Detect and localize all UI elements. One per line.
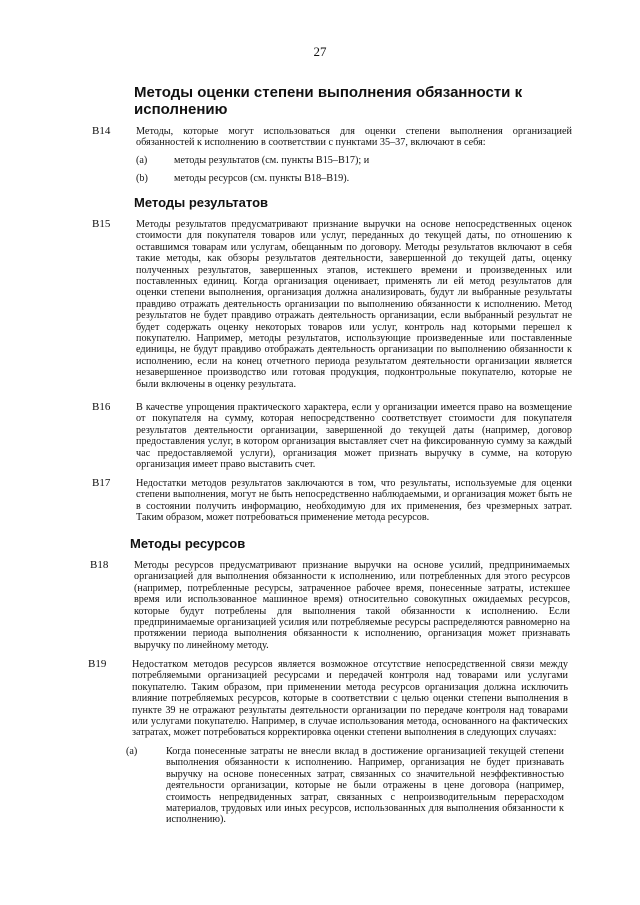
paragraph-b16 xyxy=(92,402,572,472)
list-item xyxy=(136,173,566,185)
paragraph-text: В качестве упрощения практического характера, если у организации имеется право на возмещение от покупателя на сумму, которая непосредственно соответствует стоимости для покупателя результатов деятельности организации, завершенной до текущей даты (например, договор предоставления услуг, в котором организация выставляет счет на фиксированную сумму за каждый час предоставляемой услуги), организация может признать выручку в сумме, на которую организация имеет право выставить счет. xyxy=(136,402,572,471)
paragraph-number: B16 xyxy=(92,401,111,413)
list-label: (b) xyxy=(136,173,148,184)
list-item xyxy=(126,746,566,838)
paragraph-number: B18 xyxy=(90,559,109,571)
paragraph-number: B17 xyxy=(92,477,111,489)
paragraph-text: Методы, которые могут использоваться для оценки степени выполнения организацией обязанностей к исполнению в соответствии с пунктами 35–37, включают в себя: xyxy=(136,126,572,149)
list-text: методы ресурсов (см. пункты B18–B19). xyxy=(174,173,350,184)
list-text: методы результатов (см. пункты B15–B17); и xyxy=(174,155,370,166)
list-item xyxy=(136,155,566,167)
paragraph-number: B19 xyxy=(88,658,107,670)
paragraph-b19 xyxy=(88,659,568,739)
page-number: 27 xyxy=(313,44,327,59)
paragraph-text: Недостатки методов результатов заключаются в том, что результаты, используемые для оценки степени выполнения, могут не быть непосредственно наблюдаемыми, и организация может быть не в состоянии получить информацию, необходимую для их применения, без чрезмерных затрат. Таким образом, может потребоваться применение метода ресурсов. xyxy=(136,478,572,524)
paragraph-text: Методы ресурсов предусматривают признание выручки на основе усилий, предпринимаемых организацией для выполнения обязанности к исполнению, или потребленных для этого ресурсов (например, потребленные ресурсы, затраченное рабочее время, понесенные затраты, истекшее время или использованное машинное время) относительно совокупных ожидаемых ресурсов, которые будут потреблены для выполнения такой обязанности к исполнению. Если предпринимаемые организацией усилия или потребляемые ресурсы распределяются равномерно на протяжении периода выполнения обязанности к исполнению, организация может признавать выручку по линейному методу. xyxy=(134,560,570,651)
list-label: (a) xyxy=(136,155,148,166)
paragraph-b14 xyxy=(92,126,572,152)
list-label: (a) xyxy=(126,746,138,757)
list-text: Когда понесенные затраты не внесли вклад в достижение организацией текущей степени выполнения обязанности к исполнению. Например, организация не будет признавать выручку на основе понесенных затрат, связанных со значительной неэффективностью деятельности организации, которые не были отражены в цене договора (например, стоимость непредвиденных затрат, связанных с непроизводительным перерасходом материалов, трудовых или иных ресурсов, использованных для выполнения обязанности к исполнению). xyxy=(166,746,564,826)
paragraph-b15 xyxy=(92,219,572,394)
subheading-input-methods: Методы ресурсов xyxy=(130,536,246,551)
paragraph-text: Недостатком методов ресурсов является возможное отсутствие непосредственной связи между потребляемыми организацией ресурсами и передачей контроля над товарами или услугами покупателю. Таким образом, при применении метода ресурсов организация должна исключить влияние потребляемых ресурсов, которые в соответствии с целью оценки степени выполнения в пункте 39 не отражают результаты деятельности организации по передаче контроля над товарами или услугами покупателю. Например, в случае использования метода, основанного на фактических затратах, может потребоваться корректировка оценки степени выполнения в следующих случаях: xyxy=(132,659,568,739)
paragraph-b18 xyxy=(90,560,570,652)
paragraph-number: B14 xyxy=(92,125,111,137)
subheading-output-methods: Методы результатов xyxy=(134,195,269,210)
section-heading-measuring-progress: Методы оценки степени выполнения обязанности к исполнению xyxy=(134,84,523,118)
paragraph-b17 xyxy=(92,478,572,526)
paragraph-text: Методы результатов предусматривают признание выручки на основе непосредственных оценок стоимости для покупателя товаров или услуг, переданных до текущей даты, по отношению к оставшимся товарам или услугам, обещанным по договору. Методы результатов включают в себя такие методы, как обзоры результатов деятельности, завершенной до текущей даты, оценку полученных результатов, завершенных этапов, истекшего времени и произведенных или поставленных единиц. Когда организация оценивает, применять ли ей метод результатов для оценки степени выполнения, организация должна анализировать, будут ли выбранные результаты правдиво отражать деятельность организации по выполнению обязанности к исполнению. Метод результатов не будет правдиво отражать деятельность организации, если выбранный результат не будет содержать оценку некоторых товаров или услуг, контроль над которыми перешел к покупателю. Например, методы результатов, использующие произведенные или поставленные единицы, не будут правдиво отображать деятельность организации по выполнению обязанности к исполнению, если на конец отчетного периода результатом деятельности организации является незавершенное производство или готовая продукция, подконтрольные покупателю, которые не были включены в оценку результата. xyxy=(136,219,572,390)
paragraph-number: B15 xyxy=(92,218,111,230)
